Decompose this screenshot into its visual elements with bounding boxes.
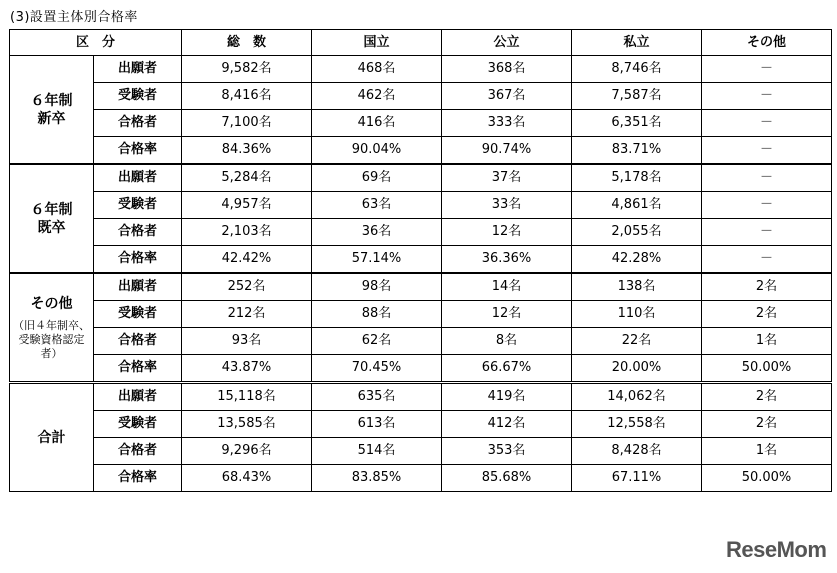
header-private: 私立 (572, 30, 702, 56)
table-cell: 83.85% (312, 465, 442, 492)
table-cell: 635名 (312, 383, 442, 411)
table-cell: 36名 (312, 219, 442, 246)
table-cell: 83.71% (572, 137, 702, 165)
table-cell: 7,100名 (182, 110, 312, 137)
row-label: 合格者 (94, 438, 182, 465)
row-label: 合格率 (94, 246, 182, 274)
table-cell: 9,582名 (182, 56, 312, 83)
table-cell: － (702, 192, 832, 219)
table-row (10, 383, 832, 411)
table-cell: 57.14% (312, 246, 442, 274)
table-row (10, 465, 832, 492)
table-cell: 138名 (572, 273, 702, 301)
row-label: 合格者 (94, 110, 182, 137)
table-cell: 12名 (442, 301, 572, 328)
table-cell: 50.00% (702, 465, 832, 492)
table-cell: 22名 (572, 328, 702, 355)
table-cell: 37名 (442, 164, 572, 192)
row-label: 合格率 (94, 355, 182, 383)
row-label: 合格者 (94, 219, 182, 246)
table-cell: 5,178名 (572, 164, 702, 192)
header-total: 総 数 (182, 30, 312, 56)
table-cell: － (702, 137, 832, 165)
table-cell: 66.67% (442, 355, 572, 383)
group-name-line: 新卒 (37, 110, 66, 127)
table-cell: 42.42% (182, 246, 312, 274)
group-label (10, 56, 94, 165)
table-row (10, 83, 832, 110)
table-row (10, 328, 832, 355)
table-cell: 2名 (702, 273, 832, 301)
table-row (10, 137, 832, 165)
table-cell: 6,351名 (572, 110, 702, 137)
table-cell: 13,585名 (182, 411, 312, 438)
table-row (10, 355, 832, 383)
table-cell: 42.28% (572, 246, 702, 274)
table-row (10, 301, 832, 328)
row-label: 合格者 (94, 328, 182, 355)
header-national: 国立 (312, 30, 442, 56)
table-cell: 85.68% (442, 465, 572, 492)
table-cell: 419名 (442, 383, 572, 411)
table-row (10, 56, 832, 83)
table-cell: 14,062名 (572, 383, 702, 411)
table-row (10, 246, 832, 274)
table-cell: － (702, 246, 832, 274)
table-cell: 8,428名 (572, 438, 702, 465)
table-cell: 367名 (442, 83, 572, 110)
table-cell: 462名 (312, 83, 442, 110)
table-cell: 110名 (572, 301, 702, 328)
table-cell: 1名 (702, 328, 832, 355)
table-cell: 252名 (182, 273, 312, 301)
pass-rate-table (9, 29, 832, 492)
table-cell: 353名 (442, 438, 572, 465)
row-label: 受験者 (94, 83, 182, 110)
table-cell: 2,055名 (572, 219, 702, 246)
header-public: 公立 (442, 30, 572, 56)
table-cell: 63名 (312, 192, 442, 219)
table-cell: 12名 (442, 219, 572, 246)
table-title: (3)設置主体別合格率 (10, 10, 138, 25)
table-cell: － (702, 83, 832, 110)
row-label: 合格率 (94, 137, 182, 165)
table-cell: － (702, 110, 832, 137)
table-cell: 36.36% (442, 246, 572, 274)
table-cell: 468名 (312, 56, 442, 83)
table-row (10, 192, 832, 219)
table-cell: 20.00% (572, 355, 702, 383)
group-name-line: ６年制 (30, 201, 73, 218)
table-cell: 2,103名 (182, 219, 312, 246)
table-cell: 70.45% (312, 355, 442, 383)
table-cell: 15,118名 (182, 383, 312, 411)
table-cell: 5,284名 (182, 164, 312, 192)
header-other: その他 (702, 30, 832, 56)
table-cell: 7,587名 (572, 83, 702, 110)
group-label (10, 383, 94, 492)
group-name-line: 合計 (37, 429, 66, 446)
row-label: 受験者 (94, 301, 182, 328)
table-cell: 8名 (442, 328, 572, 355)
table-cell: 93名 (182, 328, 312, 355)
table-cell: － (702, 219, 832, 246)
table-cell: 98名 (312, 273, 442, 301)
row-label: 受験者 (94, 411, 182, 438)
table-cell: 412名 (442, 411, 572, 438)
table-cell: 2名 (702, 411, 832, 438)
table-cell: － (702, 56, 832, 83)
table-cell: 14名 (442, 273, 572, 301)
table-cell: 67.11% (572, 465, 702, 492)
group-label (10, 273, 94, 383)
table-cell: 2名 (702, 301, 832, 328)
table-row (10, 110, 832, 137)
row-label: 出願者 (94, 56, 182, 83)
table-cell: 68.43% (182, 465, 312, 492)
table-cell: 4,861名 (572, 192, 702, 219)
table-cell: 8,746名 (572, 56, 702, 83)
table-cell: 2名 (702, 383, 832, 411)
table-cell: 9,296名 (182, 438, 312, 465)
header-row (10, 30, 832, 56)
table-cell: 43.87% (182, 355, 312, 383)
table-cell: 1名 (702, 438, 832, 465)
table-cell: 88名 (312, 301, 442, 328)
table-row (10, 273, 832, 301)
table-cell: 333名 (442, 110, 572, 137)
table-cell: 514名 (312, 438, 442, 465)
table-cell: 8,416名 (182, 83, 312, 110)
row-label: 受験者 (94, 192, 182, 219)
group-name-line: ６年制 (30, 92, 73, 109)
table-cell: 90.74% (442, 137, 572, 165)
row-label: 出願者 (94, 273, 182, 301)
group-name-line: その他 (30, 295, 73, 312)
table-cell: 69名 (312, 164, 442, 192)
table-cell: 62名 (312, 328, 442, 355)
table-row (10, 219, 832, 246)
group-label (10, 164, 94, 273)
resemom-logo: ReseMom (726, 537, 827, 562)
table-cell: 368名 (442, 56, 572, 83)
row-label: 出願者 (94, 164, 182, 192)
row-label: 出願者 (94, 383, 182, 411)
group-note: （旧４年制卒、受験資格認定者） (13, 318, 90, 360)
table-row (10, 164, 832, 192)
table-cell: 12,558名 (572, 411, 702, 438)
header-category: 区 分 (10, 30, 182, 56)
group-name-line: 既卒 (37, 219, 66, 236)
table-cell: 90.04% (312, 137, 442, 165)
table-row (10, 411, 832, 438)
table-cell: 50.00% (702, 355, 832, 383)
table-cell: 212名 (182, 301, 312, 328)
table-cell: 84.36% (182, 137, 312, 165)
table-cell: 4,957名 (182, 192, 312, 219)
table-cell: 416名 (312, 110, 442, 137)
table-cell: － (702, 164, 832, 192)
table-row (10, 438, 832, 465)
row-label: 合格率 (94, 465, 182, 492)
table-cell: 613名 (312, 411, 442, 438)
table-cell: 33名 (442, 192, 572, 219)
